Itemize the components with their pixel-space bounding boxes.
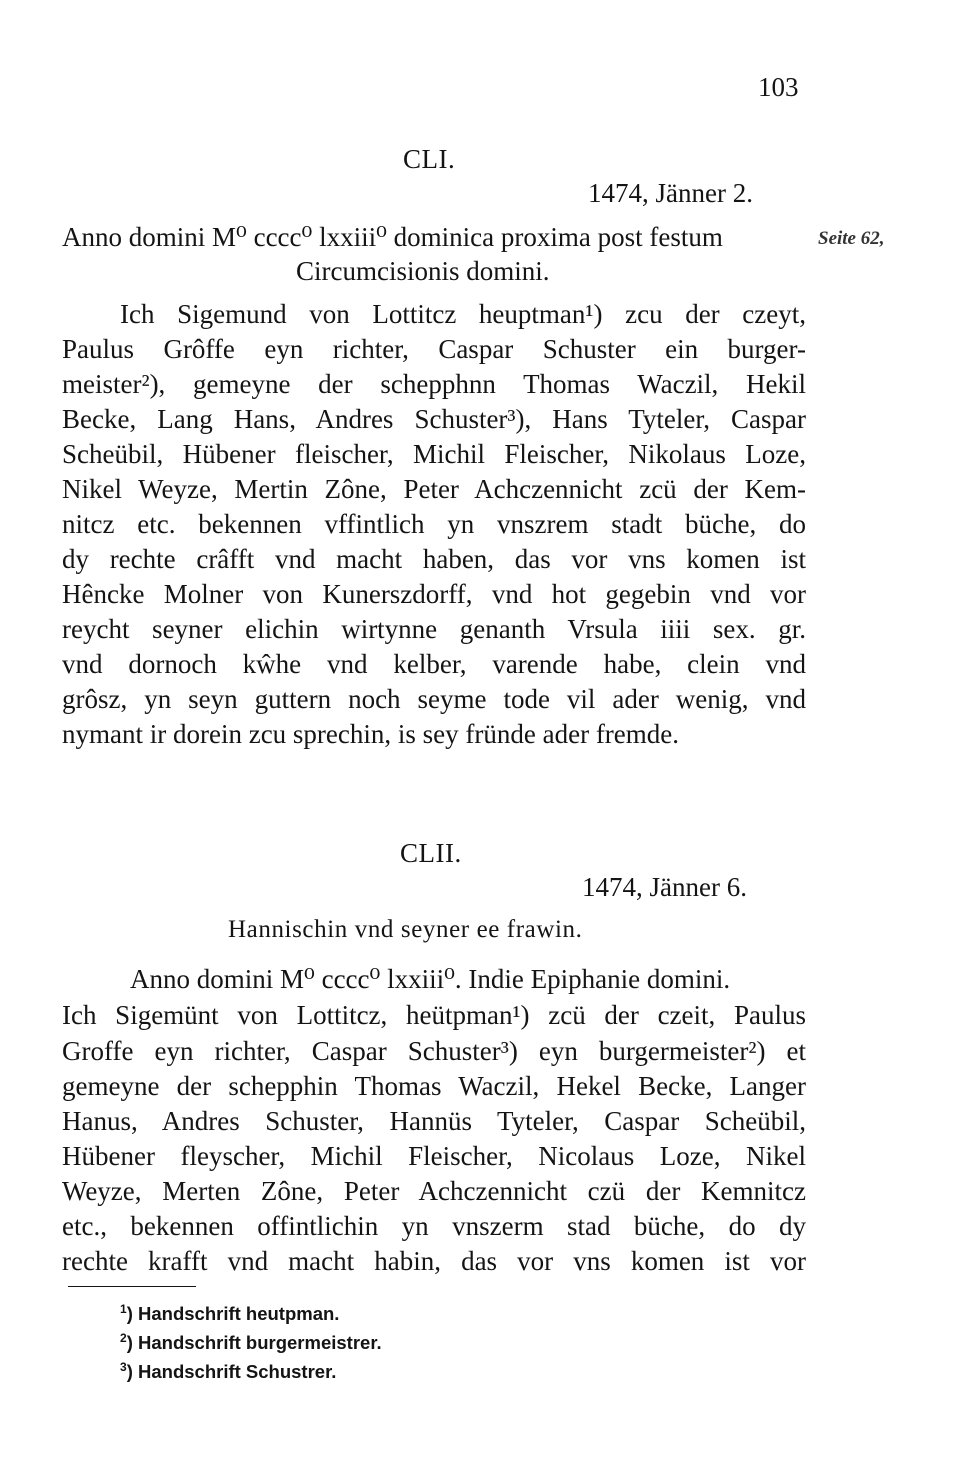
doc1-line: nitcz etc. bekennen vffintlich yn vnszrem stadt büche, do [62, 509, 806, 539]
doc2-line: rechte krafft vnd macht habin, das vor vns komen ist vor [62, 1246, 806, 1276]
footnote-mark: 1 [120, 1302, 127, 1316]
doc1-margin-note: Seite 62, [818, 228, 885, 249]
footnote-rule [68, 1286, 196, 1287]
doc2-line: Anno domini M⁰ cccc⁰ lxxiii⁰. Indie Epiphanie domini. [130, 964, 731, 994]
doc2-number: CLII. [400, 838, 462, 868]
footnote-text: ) Handschrift Schustrer. [126, 1361, 337, 1383]
page-number: 103 [758, 72, 799, 102]
doc2-line: etc., bekennen offintlichin yn vnszerm stad büche, do dy [62, 1211, 806, 1241]
doc1-line: Nikel Weyze, Mertin Zône, Peter Achczennicht zcü der Kem- [62, 474, 806, 504]
footnote [120, 1360, 336, 1383]
doc1-line: nymant ir dorein zcu sprechin, is sey fründe ader fremde. [62, 719, 680, 749]
doc1-line: meister²), gemeyne der schepphnn Thomas Waczil, Hekil [62, 369, 806, 399]
doc2-line: Hanus, Andres Schuster, Hannüs Tyteler, Caspar Scheübil, [62, 1106, 806, 1136]
doc1-line: Scheübil, Hübener fleischer, Michil Fleischer, Nikolaus Loze, [62, 439, 806, 469]
doc1-line: vnd dornoch kŵhe vnd kelber, varende habe, clein vnd [62, 649, 806, 679]
doc2-line: Weyze, Merten Zône, Peter Achczennicht czü der Kemnitcz [62, 1176, 806, 1206]
doc1-line: reycht seyner elichin wirtynne genanth Vrsula iiii sex. gr. [62, 614, 806, 644]
doc1-line: Becke, Lang Hans, Andres Schuster³), Hans Tyteler, Caspar [62, 404, 806, 434]
doc2-date: 1474, Jänner 6. [582, 872, 747, 902]
doc2-line: gemeyne der schepphin Thomas Waczil, Hekel Becke, Langer [62, 1071, 806, 1101]
doc1-line: Anno domini M⁰ cccc⁰ lxxiii⁰ dominica proxima post festum [62, 222, 723, 252]
doc2-line: Hübener fleyscher, Michil Fleischer, Nicolaus Loze, Nikel [62, 1141, 806, 1171]
doc2-addressee: Hannischin vnd seyner ee frawin. [228, 916, 583, 943]
doc1-line: grôsz, yn seyn guttern noch seyme tode vil ader wenig, vnd [62, 684, 806, 714]
footnote [120, 1331, 382, 1354]
doc2-line: Groffe eyn richter, Caspar Schuster³) eyn burgermeister²) et [62, 1036, 806, 1066]
doc1-line: Circumcisionis domini. [296, 256, 550, 286]
doc2-line: Ich Sigemünt von Lottitcz, heütpman¹) zcü der czeit, Paulus [62, 1000, 806, 1030]
footnote-mark: 3 [120, 1360, 127, 1374]
footnote-text: ) Handschrift heutpman. [126, 1303, 340, 1325]
doc1-line: Paulus Grôffe eyn richter, Caspar Schuster ein burger- [62, 334, 806, 364]
footnote [120, 1302, 339, 1325]
doc1-line: Ich Sigemund von Lottitcz heuptman¹) zcu der czeyt, [120, 299, 806, 329]
doc1-date: 1474, Jänner 2. [588, 178, 753, 208]
footnote-text: ) Handschrift burgermeistrer. [126, 1332, 382, 1354]
doc1-number: CLI. [403, 144, 456, 174]
doc1-line: dy rechte crâfft vnd macht haben, das vor vns komen ist [62, 544, 806, 574]
doc1-line: Hêncke Molner von Kunerszdorff, vnd hot gegebin vnd vor [62, 579, 806, 609]
footnote-mark: 2 [120, 1331, 127, 1345]
